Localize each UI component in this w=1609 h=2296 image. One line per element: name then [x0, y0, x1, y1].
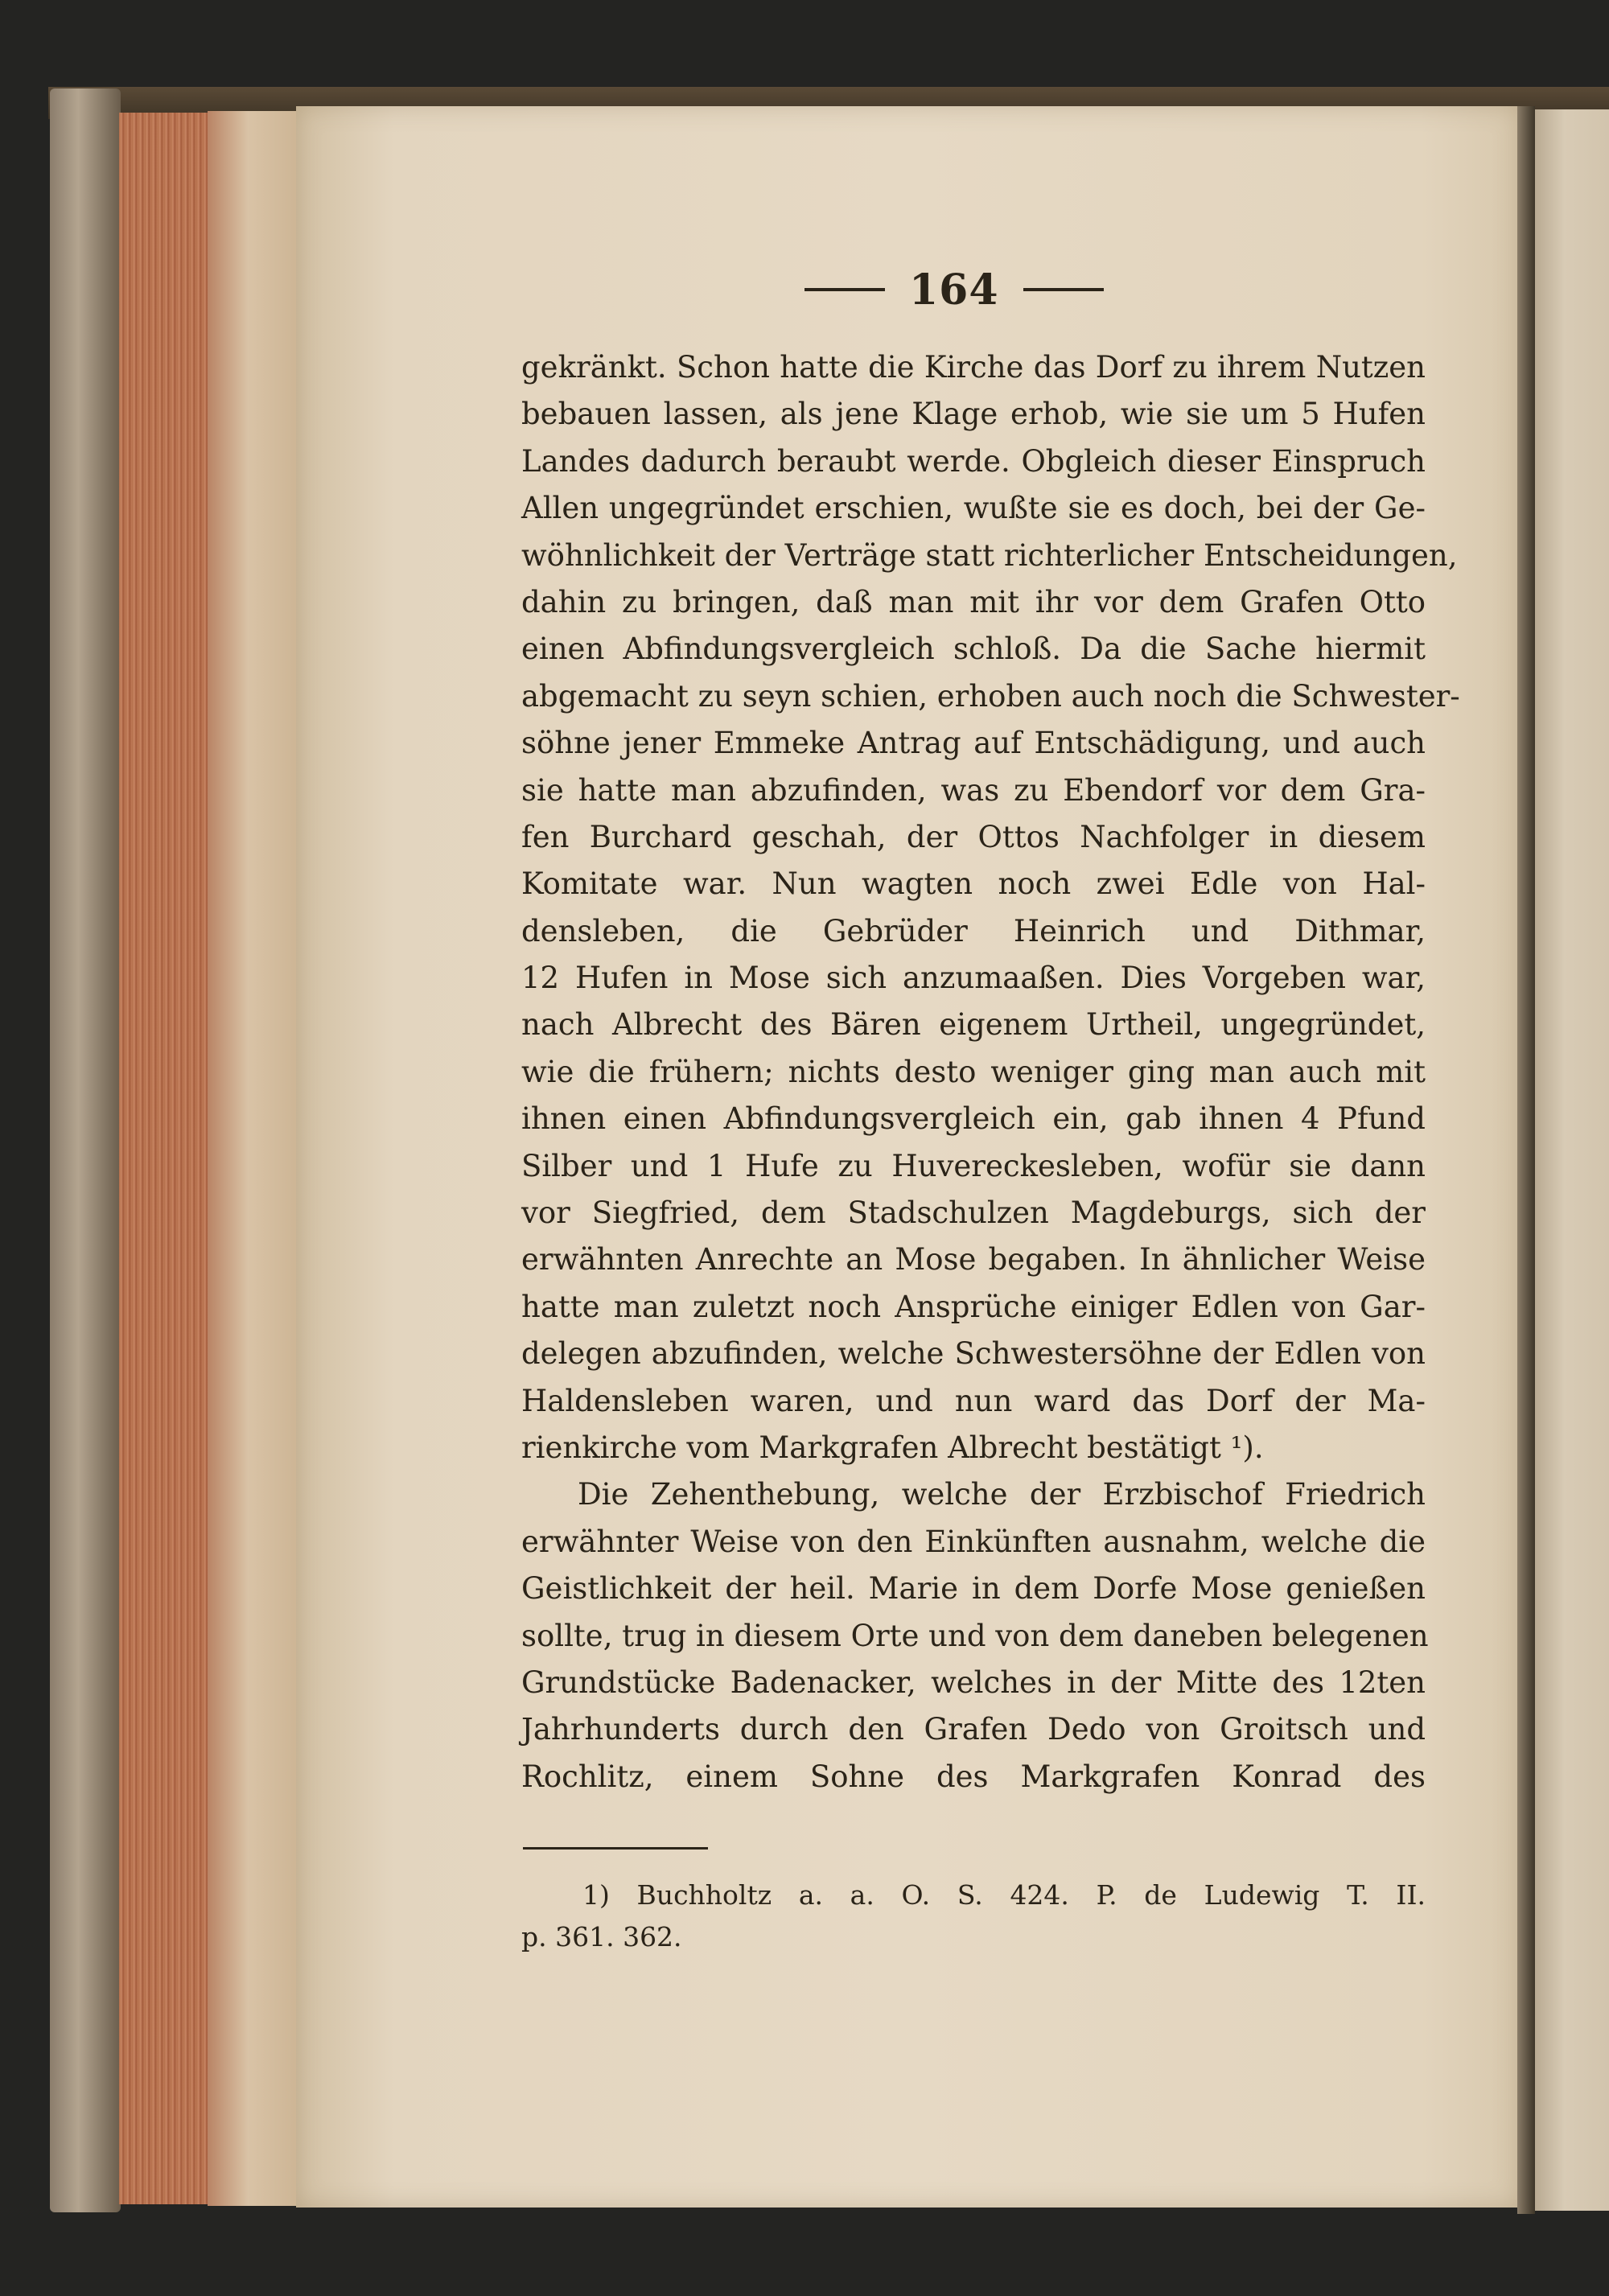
- text-line: erwähnter Weise von den Einkünften ausnahm, welche die: [521, 1524, 1426, 1559]
- text-line: delegen abzufinden, welche Schwestersöhne der Edlen von: [521, 1336, 1426, 1372]
- text-line: wöhnlichkeit der Verträge statt richterlicher Entscheidungen,: [521, 537, 1458, 573]
- text-line: Silber und 1 Hufe zu Huvereckesleben, wofür sie dann: [521, 1148, 1426, 1183]
- book-cover-spine: [50, 88, 121, 2212]
- text-line: Landes dadurch beraubt werde. Obgleich dieser Einspruch: [521, 443, 1426, 479]
- text-line: Komitate war. Nun wagten noch zwei Edle von Hal-: [521, 866, 1426, 902]
- text-line: sollte, trug in diesem Orte und von dem daneben belegenen: [521, 1618, 1429, 1653]
- header-rule-left: [804, 288, 885, 291]
- page-edges-inner: [208, 111, 298, 2206]
- footnote-line: p. 361. 362.: [521, 1921, 682, 1952]
- book-gutter: [1517, 106, 1535, 2214]
- text-line: fen Burchard geschah, der Ottos Nachfolger in diesem: [521, 819, 1426, 854]
- text-line: hatte man zuletzt noch Ansprüche einiger Edlen von Gar-: [521, 1289, 1426, 1324]
- text-line: wie die frühern; nichts desto weniger ging man auch mit: [521, 1054, 1426, 1089]
- text-line: Jahrhunderts durch den Grafen Dedo von Groitsch und: [521, 1712, 1426, 1747]
- body-text: [521, 344, 1460, 1800]
- text-line: einen Abfindungsvergleich schloß. Da die Sache hiermit: [521, 632, 1426, 667]
- text-line: Allen ungegründet erschien, wußte sie es doch, bei der Ge-: [521, 491, 1426, 526]
- text-line: 12 Hufen in Mose sich anzumaaßen. Dies Vorgeben war,: [521, 961, 1426, 996]
- footnote-line: 1) Buchholtz a. a. O. S. 424. P. de Ludewig T. II.: [582, 1879, 1426, 1911]
- text-line: söhne jener Emmeke Antrag auf Entschädigung, und auch: [521, 726, 1426, 761]
- text-line: erwähnten Anrechte an Mose begaben. In ähnlicher Weise: [521, 1242, 1426, 1278]
- text-line: vor Siegfried, dem Stadschulzen Magdeburgs, sich der: [521, 1195, 1426, 1231]
- text-line: densleben, die Gebrüder Heinrich und Dithmar,: [521, 913, 1426, 948]
- text-line: Rochlitz, einem Sohne des Markgrafen Konrad des: [521, 1759, 1426, 1794]
- text-line: dahin zu bringen, daß man mit ihr vor dem Grafen Otto: [521, 584, 1426, 619]
- text-line: ihnen einen Abfindungsvergleich ein, gab ihnen 4 Pfund: [521, 1101, 1426, 1137]
- text-line: gekränkt. Schon hatte die Kirche das Dorf zu ihrem Nutzen: [521, 350, 1426, 385]
- header-rule-right: [1023, 288, 1104, 291]
- text-line: abgemacht zu seyn schien, erhoben auch noch die Schwester-: [521, 678, 1460, 714]
- footnote: [521, 1874, 1426, 1958]
- text-line: Die Zehenthebung, welche der Erzbischof Friedrich: [578, 1477, 1426, 1512]
- text-line: bebauen lassen, als jene Klage erhob, wie sie um 5 Hufen: [521, 397, 1426, 432]
- page-header: [804, 257, 1104, 322]
- text-line: sie hatte man abzufinden, was zu Ebendorf vor dem Gra-: [521, 772, 1426, 808]
- footnote-rule: [523, 1847, 708, 1850]
- text-line: Haldensleben waren, und nun ward das Dorf der Ma-: [521, 1383, 1426, 1418]
- text-line: rienkirche vom Markgrafen Albrecht bestätigt ¹).: [521, 1430, 1264, 1465]
- page-edges: [119, 113, 209, 2204]
- page-number: 164: [909, 265, 999, 315]
- text-line: nach Albrecht des Bären eigenem Urtheil, ungegründet,: [521, 1007, 1426, 1043]
- facing-page: [1535, 109, 1609, 2211]
- text-line: Grundstücke Badenacker, welches in der Mitte des 12ten: [521, 1664, 1426, 1700]
- text-line: Geistlichkeit der heil. Marie in dem Dorfe Mose genießen: [521, 1571, 1426, 1607]
